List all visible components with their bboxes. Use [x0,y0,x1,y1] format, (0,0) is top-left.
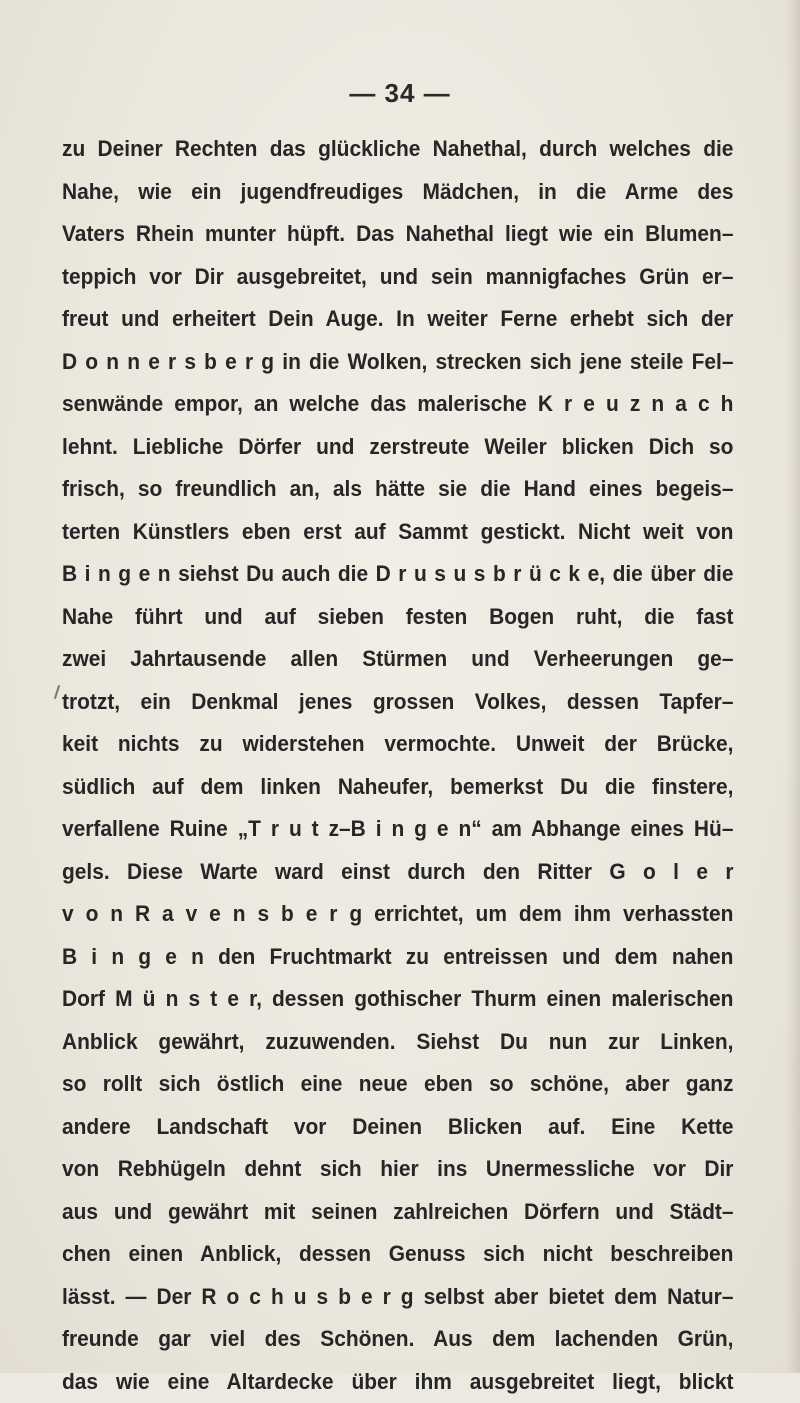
text-line: südlich auf dem linken Naheufer, bemerkst Du die finstere, [62,766,733,809]
text-line: aus und gewährt mit seinen zahlreichen Dörfern und Städt– [62,1191,733,1234]
text-line: terten Künstlers eben erst auf Sammt gestickt. Nicht weit von [62,511,733,554]
text-line: Anblick gewährt, zuzuwenden. Siehst Du nun zur Linken, [62,1021,733,1064]
page-number: — 34 — [0,78,800,109]
text-line: das wie eine Altardecke über ihm ausgebreitet liegt, blickt [62,1361,733,1403]
text-line: D o n n e r s b e r g in die Wolken, strecken sich jene steile Fel– [62,341,733,384]
text-line: B i n g e n siehst Du auch die D r u s u s b r ü c k e, die über die [62,553,733,596]
text-line: teppich vor Dir ausgebreitet, und sein mannigfaches Grün er– [62,256,733,299]
text-line: lehnt. Liebliche Dörfer und zerstreute Weiler blicken Dich so [62,426,733,469]
text-line: andere Landschaft vor Deinen Blicken auf. Eine Kette [62,1106,733,1149]
text-line: trotzt, ein Denkmal jenes grossen Volkes, dessen Tapfer– [62,681,733,724]
text-line: Dorf M ü n s t e r, dessen gothischer Thurm einen malerischen [62,978,733,1021]
text-line: verfallene Ruine „T r u t z–B i n g e n“ am Abhange eines Hü– [62,808,733,851]
text-line: senwände empor, an welche das malerische K r e u z n a c h [62,383,733,426]
text-line: zu Deiner Rechten das glückliche Nahethal, durch welches die [62,128,733,171]
body-text [62,128,734,1403]
text-line: chen einen Anblick, dessen Genuss sich nicht beschreiben [62,1233,733,1276]
page-edge-shadow [786,0,800,1373]
margin-mark [54,685,60,699]
text-line: B i n g e n den Fruchtmarkt zu entreissen und dem nahen [62,936,733,979]
text-line: Nahe führt und auf sieben festen Bogen ruht, die fast [62,596,733,639]
text-line: Nahe, wie ein jugendfreudiges Mädchen, in die Arme des [62,171,733,214]
text-line: lässt. — Der R o c h u s b e r g selbst aber bietet dem Natur– [62,1276,733,1319]
text-line: zwei Jahrtausende allen Stürmen und Verheerungen ge– [62,638,733,681]
text-line: von Rebhügeln dehnt sich hier ins Unermessliche vor Dir [62,1148,733,1191]
text-line: so rollt sich östlich eine neue eben so schöne, aber ganz [62,1063,733,1106]
text-line: frisch, so freundlich an, als hätte sie die Hand eines begeis– [62,468,733,511]
text-line: Vaters Rhein munter hüpft. Das Nahethal liegt wie ein Blumen– [62,213,733,256]
text-line: gels. Diese Warte ward einst durch den Ritter G o l e r [62,851,733,894]
text-line: freut und erheitert Dein Auge. In weiter Ferne erhebt sich der [62,298,733,341]
text-line: freunde gar viel des Schönen. Aus dem lachenden Grün, [62,1318,733,1361]
text-line: keit nichts zu widerstehen vermochte. Unweit der Brücke, [62,723,733,766]
text-line: v o n R a v e n s b e r g errichtet, um dem ihm verhassten [62,893,733,936]
